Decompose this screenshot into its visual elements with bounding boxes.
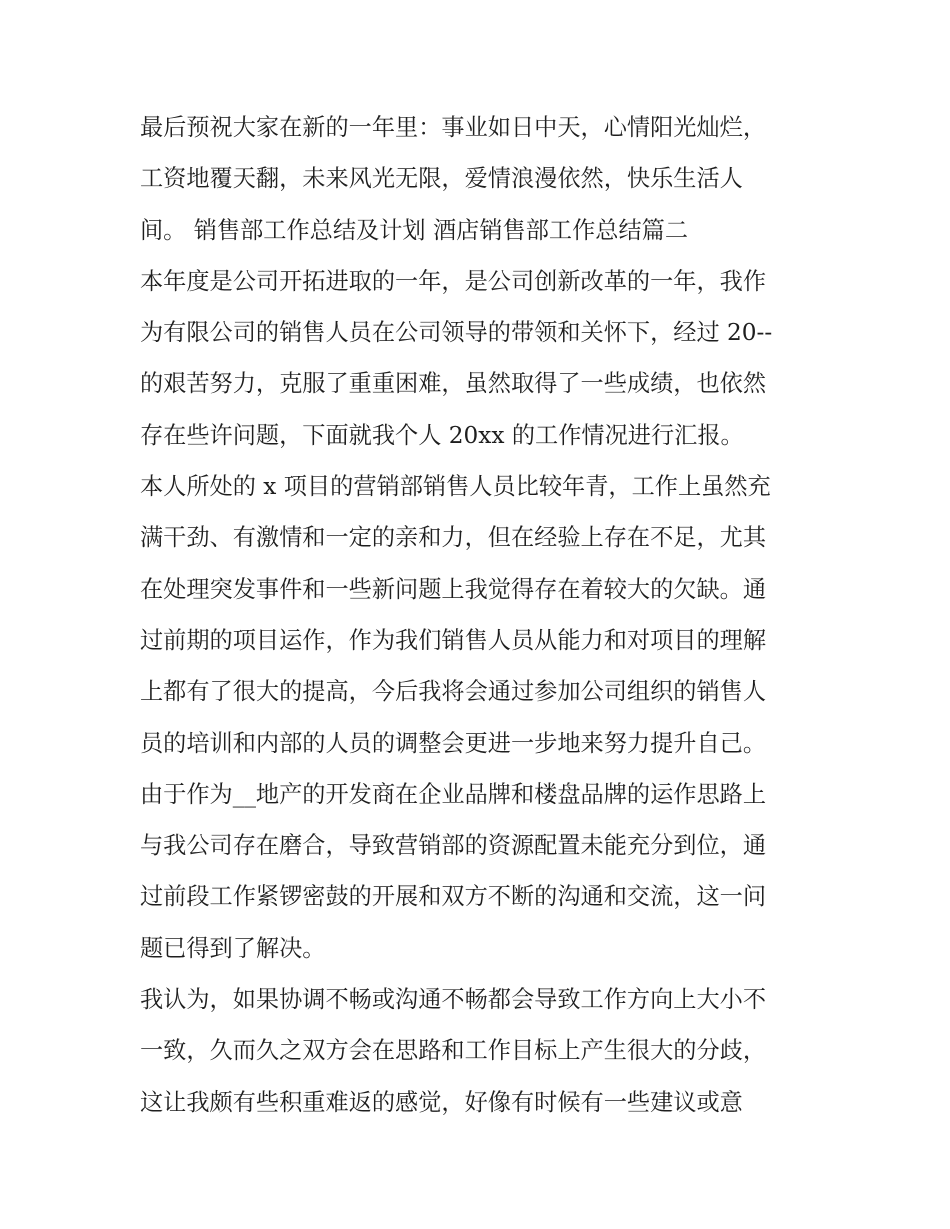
text-line-7: 存在些许问题，下面就我个人 20xx 的工作情况进行汇报。: [140, 421, 744, 449]
text-line-16: 过前段工作紧锣密鼓的开展和双方不断的沟通和交流，这一问: [140, 883, 767, 911]
text-line-11: 过前期的项目运作，作为我们销售人员从能力和对项目的理解: [140, 626, 767, 654]
text-line-8: 本人所处的 x 项目的营销部销售人员比较年青，工作上虽然充: [140, 473, 771, 501]
text-line-10: 在处理突发事件和一些新问题上我觉得存在着较大的欠缺。通: [140, 575, 767, 603]
text-line-15: 与我公司存在磨合，导致营销部的资源配置未能充分到位，通: [140, 832, 767, 860]
text-line-3: 间。 销售部工作总结及计划 酒店销售部工作总结篇二: [140, 216, 689, 244]
text-line-14: 由于作为__地产的开发商在企业品牌和楼盘品牌的运作思路上: [140, 780, 767, 808]
text-line-5: 为有限公司的销售人员在公司领导的带领和关怀下，经过 20--: [140, 319, 773, 347]
text-line-1: 最后预祝大家在新的一年里：事业如日中天，心情阳光灿烂，: [140, 114, 767, 141]
text-line-4: 本年度是公司开拓进取的一年，是公司创新改革的一年，我作: [140, 267, 767, 295]
document-body: [140, 102, 820, 1128]
text-line-18: 我认为，如果协调不畅或沟通不畅都会导致工作方向上大小不: [140, 986, 767, 1014]
text-line-17: 题已得到了解决。: [140, 934, 326, 962]
text-line-12: 上都有了很大的提高，今后我将会通过参加公司组织的销售人: [140, 678, 767, 706]
text-line-19: 一致，久而久之双方会在思路和工作目标上产生很大的分歧，: [140, 1037, 767, 1065]
text-line-20: 这让我颇有些积重难返的感觉，好像有时候有一些建议或意: [140, 1088, 743, 1116]
text-line-13: 员的培训和内部的人员的调整会更进一步地来努力提升自己。: [140, 729, 767, 757]
text-line-2: 工资地覆天翻，未来风光无限，爱情浪漫依然，快乐生活人: [140, 165, 743, 193]
text-line-9: 满干劲、有激情和一定的亲和力，但在经验上存在不足，尤其: [140, 524, 767, 552]
text-line-6: 的艰苦努力，克服了重重困难，虽然取得了一些成绩，也依然: [140, 370, 767, 398]
